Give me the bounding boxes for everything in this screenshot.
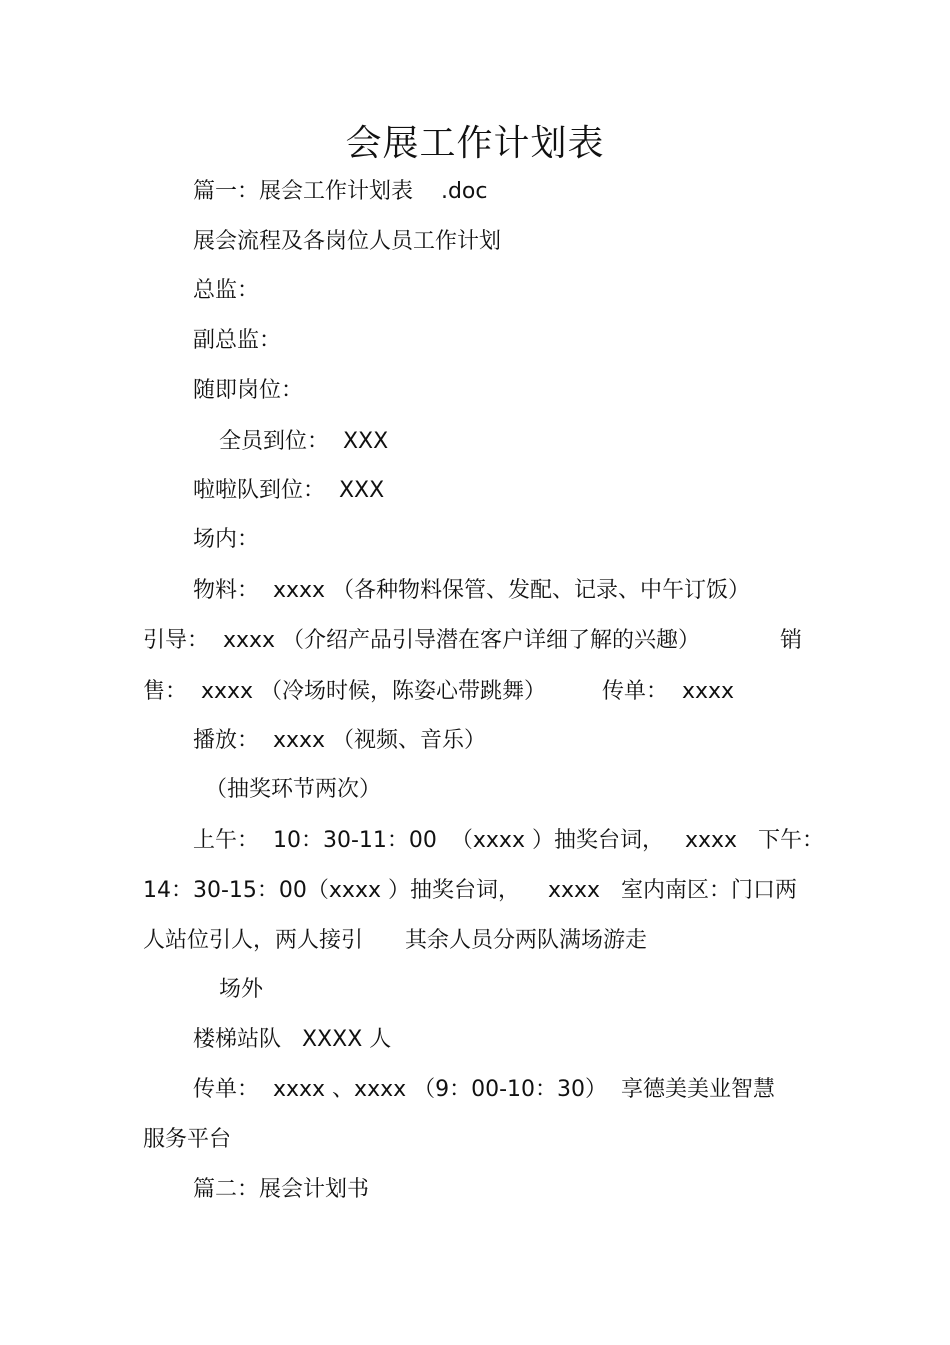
cheer-team-line: 啦啦队到位： XXX [193,478,385,503]
part-one-heading: 篇一：展会工作计划表 .doc [193,179,488,204]
document-title: 会展工作计划表 [345,123,605,164]
morning-schedule-line: 上午： 10：30-11：00 （xxxx ）抽奖台词， xxxx 下午： [193,828,824,853]
director-line: 总监： [193,278,260,303]
playback-line: 播放： xxxx （视频、音乐） [193,728,487,753]
indoor-heading: 场内： [193,527,260,552]
outdoor-heading: 场外 [219,977,264,1002]
deputy-director-line: 副总监： [193,328,282,353]
sales-flyer-line: 售： xxxx （冷场时候，陈姿心带跳舞） 传单： xxxx [143,679,735,704]
platform-line: 服务平台 [143,1127,232,1152]
stairs-team-line: 楼梯站队 XXXX 人 [193,1027,392,1052]
materials-line: 物料： xxxx （各种物料保管、发配、记录、中午订饭） [193,578,751,603]
flexible-post-line: 随即岗位： [193,378,304,403]
all-staff-line: 全员到位： XXX [219,429,389,454]
flyer-schedule-line: 传单： xxxx 、xxxx （9：00-10：30） 享德美美业智慧 [193,1077,776,1102]
part-two-heading: 篇二：展会计划书 [193,1177,370,1202]
guide-line-wrap: 销 [780,628,803,653]
guide-line: 引导： xxxx （介绍产品引导潜在客户详细了解的兴趣） [143,628,701,653]
lottery-note: （抽奖环节两次） [205,777,382,802]
staff-positioning-line: 人站位引人，两人接引 其余人员分两队满场游走 [143,928,647,953]
plan-subtitle: 展会流程及各岗位人员工作计划 [193,229,502,254]
afternoon-schedule-line: 14：30-15：00（xxxx ）抽奖台词， xxxx 室内南区：门口两 [143,878,798,903]
